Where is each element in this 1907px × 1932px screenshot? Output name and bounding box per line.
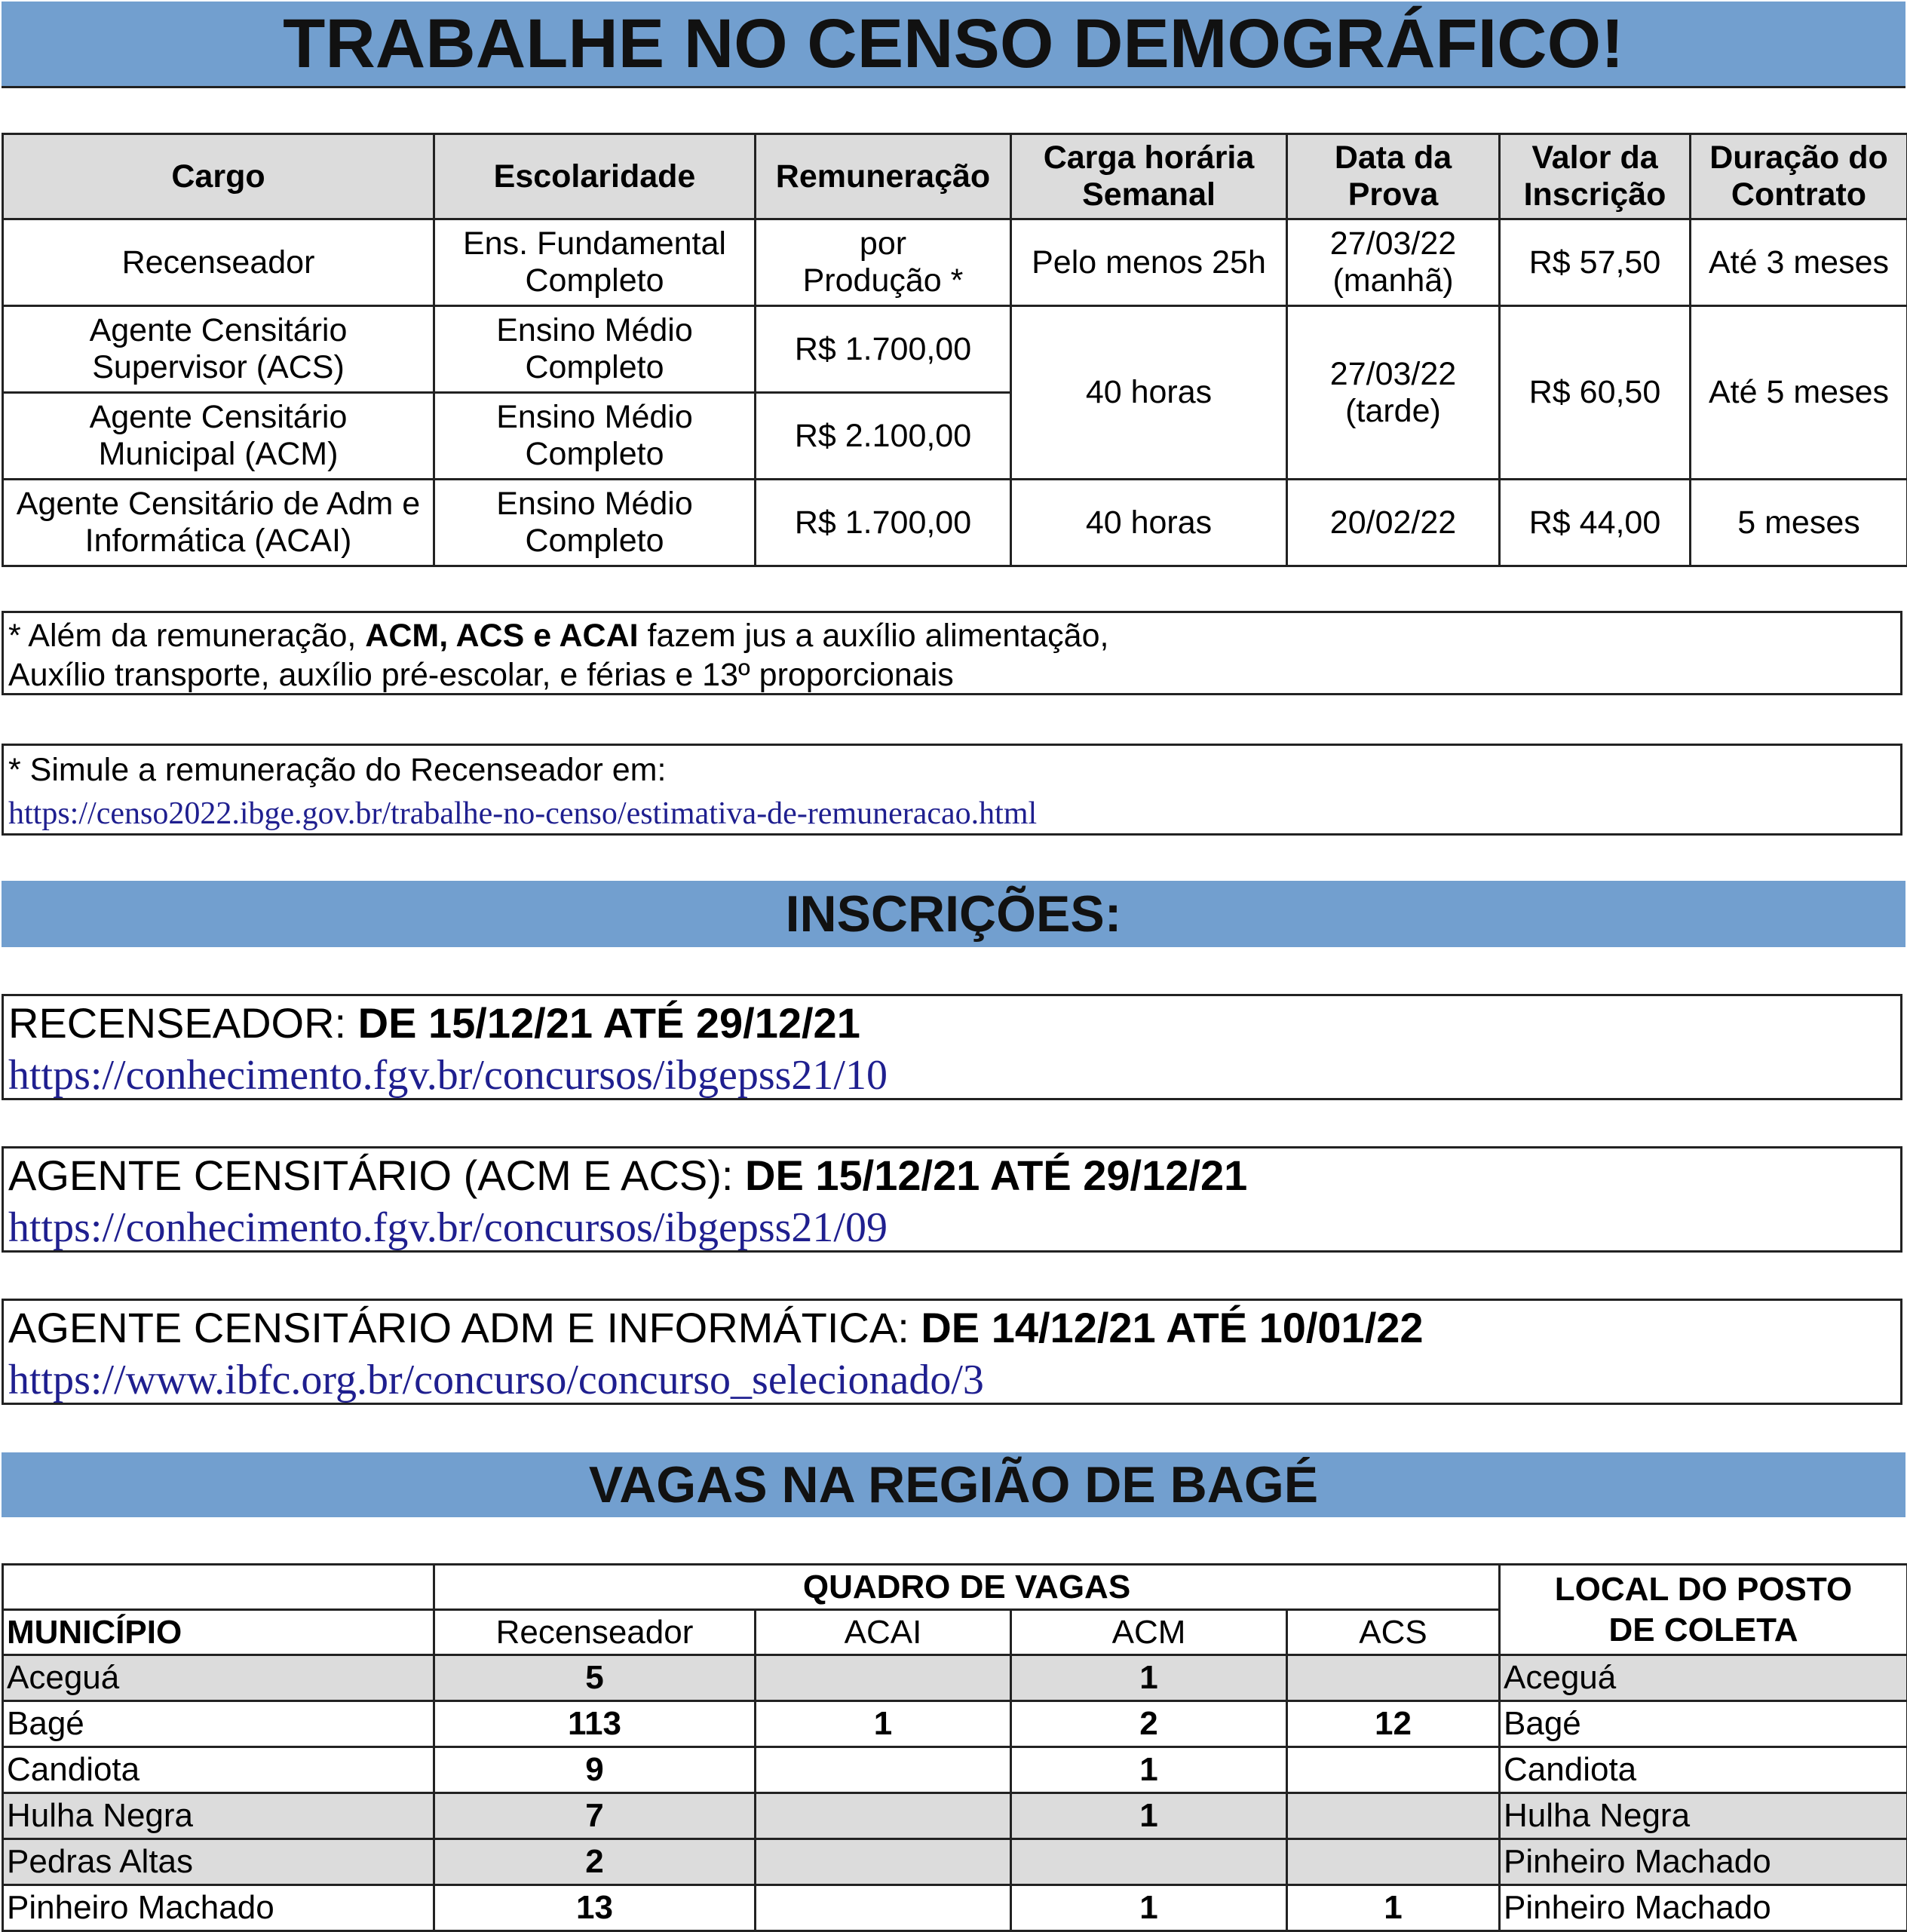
inscricoes-title: INSCRIÇÕES: xyxy=(786,885,1122,943)
cell-recenseador: 2 xyxy=(434,1839,756,1885)
vagas-table xyxy=(2,1563,1907,1932)
cell-acs xyxy=(1287,1839,1500,1885)
cell-municipio: Candiota xyxy=(3,1747,434,1793)
simulate-link[interactable]: https://censo2022.ibge.gov.br/trabalhe-no-censo/estimativa-de-remuneracao.html xyxy=(8,791,1900,836)
benefits-note-line2: Auxílio transporte, auxílio pré-escolar, e férias e 13º proporcionais xyxy=(8,655,1900,695)
header-valor: Valor da Inscrição xyxy=(1500,134,1691,219)
cell-remuneracao: R$ 2.100,00 xyxy=(756,393,1011,480)
cell-valor: R$ 44,00 xyxy=(1500,480,1691,566)
subheader-recenseador: Recenseador xyxy=(434,1610,756,1655)
cell-acm xyxy=(1011,1839,1287,1885)
inscricoes-banner xyxy=(2,881,1905,947)
inscricao-agente xyxy=(2,1146,1902,1253)
cell-carga: Pelo menos 25h xyxy=(1011,219,1287,306)
positions-row xyxy=(3,306,1907,393)
cell-duracao: Até 3 meses xyxy=(1691,219,1907,306)
vagas-title: VAGAS NA REGIÃO DE BAGÉ xyxy=(589,1456,1318,1513)
inscricao-dates: DE 15/12/21 ATÉ 29/12/21 xyxy=(745,1152,1247,1199)
cell-municipio: Aceguá xyxy=(3,1655,434,1701)
subheader-acm: ACM xyxy=(1011,1610,1287,1655)
title-banner xyxy=(2,2,1905,88)
cell-carga: 40 horas xyxy=(1011,306,1287,480)
cell-acs xyxy=(1287,1793,1500,1839)
cell-data: 27/03/22 (manhã) xyxy=(1287,219,1500,306)
cell-local: Candiota xyxy=(1500,1747,1907,1793)
empty-header-cell xyxy=(3,1565,434,1610)
cell-acm: 1 xyxy=(1011,1655,1287,1701)
benefits-note-line1: * Além da remuneração, ACM, ACS e ACAI fazem jus a auxílio alimentação, xyxy=(8,616,1900,655)
cell-municipio: Bagé xyxy=(3,1701,434,1747)
cell-recenseador: 9 xyxy=(434,1747,756,1793)
cell-valor: R$ 60,50 xyxy=(1500,306,1691,480)
cell-acai xyxy=(756,1793,1011,1839)
local-header: LOCAL DO POSTO DE COLETA xyxy=(1500,1565,1907,1655)
cell-local: Aceguá xyxy=(1500,1655,1907,1701)
cell-local: Hulha Negra xyxy=(1500,1793,1907,1839)
cell-municipio: Pedras Altas xyxy=(3,1839,434,1885)
cell-escolaridade: Ens. Fundamental Completo xyxy=(434,219,756,306)
cell-data: 20/02/22 xyxy=(1287,480,1500,566)
vagas-group-header-row xyxy=(3,1565,1907,1610)
cell-remuneracao: por Produção * xyxy=(756,219,1011,306)
inscricao-acai-line: AGENTE CENSITÁRIO ADM E INFORMÁTICA: DE 14/12/21 ATÉ 10/01/22 xyxy=(8,1301,1900,1355)
table-row xyxy=(3,1655,1907,1701)
cell-municipio: Hulha Negra xyxy=(3,1793,434,1839)
cell-acs: 12 xyxy=(1287,1701,1500,1747)
benefits-note-bold: ACM, ACS e ACAI xyxy=(365,618,638,654)
cell-acm: 2 xyxy=(1011,1701,1287,1747)
header-data: Data da Prova xyxy=(1287,134,1500,219)
table-row xyxy=(3,1885,1907,1931)
cell-recenseador: 7 xyxy=(434,1793,756,1839)
positions-row xyxy=(3,219,1907,306)
cell-valor: R$ 57,50 xyxy=(1500,219,1691,306)
cell-cargo: Recenseador xyxy=(3,219,434,306)
table-row xyxy=(3,1747,1907,1793)
cell-acai xyxy=(756,1885,1011,1931)
inscricao-dates: DE 15/12/21 ATÉ 29/12/21 xyxy=(358,999,860,1047)
cell-duracao: 5 meses xyxy=(1691,480,1907,566)
cell-recenseador: 13 xyxy=(434,1885,756,1931)
inscricao-recenseador-line: RECENSEADOR: DE 15/12/21 ATÉ 29/12/21 xyxy=(8,996,1900,1050)
cell-acai: 1 xyxy=(756,1701,1011,1747)
cell-municipio: Pinheiro Machado xyxy=(3,1885,434,1931)
cell-remuneracao: R$ 1.700,00 xyxy=(756,480,1011,566)
cell-cargo: Agente Censitário de Adm e Informática (ACAI) xyxy=(3,480,434,566)
cell-acs xyxy=(1287,1747,1500,1793)
inscricao-recenseador-link[interactable]: https://conhecimento.fgv.br/concursos/ibgepss21/10 xyxy=(8,1050,1900,1100)
cell-recenseador: 5 xyxy=(434,1655,756,1701)
subheader-acs: ACS xyxy=(1287,1610,1500,1655)
cell-carga: 40 horas xyxy=(1011,480,1287,566)
inscricao-agente-link[interactable]: https://conhecimento.fgv.br/concursos/ibgepss21/09 xyxy=(8,1203,1900,1253)
header-cargo: Cargo xyxy=(3,134,434,219)
cell-duracao: Até 5 meses xyxy=(1691,306,1907,480)
cell-acai xyxy=(756,1747,1011,1793)
cell-escolaridade: Ensino Médio Completo xyxy=(434,306,756,393)
cell-acm: 1 xyxy=(1011,1747,1287,1793)
inscricao-dates: DE 14/12/21 ATÉ 10/01/22 xyxy=(921,1304,1423,1351)
header-escolaridade: Escolaridade xyxy=(434,134,756,219)
quadro-vagas-header: QUADRO DE VAGAS xyxy=(434,1565,1500,1610)
cell-cargo: Agente Censitário Municipal (ACM) xyxy=(3,393,434,480)
cell-acs: 1 xyxy=(1287,1885,1500,1931)
cell-acs xyxy=(1287,1655,1500,1701)
cell-local: Pinheiro Machado xyxy=(1500,1839,1907,1885)
vagas-banner xyxy=(2,1452,1905,1517)
subheader-acai: ACAI xyxy=(756,1610,1011,1655)
cell-data: 27/03/22 (tarde) xyxy=(1287,306,1500,480)
header-duracao: Duração do Contrato xyxy=(1691,134,1907,219)
benefits-note xyxy=(2,611,1902,695)
cell-acm: 1 xyxy=(1011,1793,1287,1839)
cell-remuneracao: R$ 1.700,00 xyxy=(756,306,1011,393)
cell-escolaridade: Ensino Médio Completo xyxy=(434,393,756,480)
positions-table xyxy=(2,133,1907,567)
inscricao-acai-link[interactable]: https://www.ibfc.org.br/concurso/concurso_selecionado/3 xyxy=(8,1355,1900,1405)
cell-acm: 1 xyxy=(1011,1885,1287,1931)
cell-local: Pinheiro Machado xyxy=(1500,1885,1907,1931)
header-carga: Carga horária Semanal xyxy=(1011,134,1287,219)
positions-header-row xyxy=(3,134,1907,219)
table-row xyxy=(3,1839,1907,1885)
municipio-header: MUNICÍPIO xyxy=(3,1610,434,1655)
table-row xyxy=(3,1701,1907,1747)
simulate-note xyxy=(2,744,1902,836)
cell-local: Bagé xyxy=(1500,1701,1907,1747)
inscricao-recenseador xyxy=(2,994,1902,1100)
header-remuneracao: Remuneração xyxy=(756,134,1011,219)
page-title: TRABALHE NO CENSO DEMOGRÁFICO! xyxy=(283,5,1624,82)
cell-recenseador: 113 xyxy=(434,1701,756,1747)
cell-escolaridade: Ensino Médio Completo xyxy=(434,480,756,566)
inscricao-acai xyxy=(2,1299,1902,1405)
cell-acai xyxy=(756,1655,1011,1701)
table-row xyxy=(3,1793,1907,1839)
positions-row xyxy=(3,480,1907,566)
cell-cargo: Agente Censitário Supervisor (ACS) xyxy=(3,306,434,393)
cell-acai xyxy=(756,1839,1011,1885)
simulate-note-text: * Simule a remuneração do Recenseador em: xyxy=(8,749,1900,791)
inscricao-agente-line: AGENTE CENSITÁRIO (ACM E ACS): DE 15/12/21 ATÉ 29/12/21 xyxy=(8,1148,1900,1203)
